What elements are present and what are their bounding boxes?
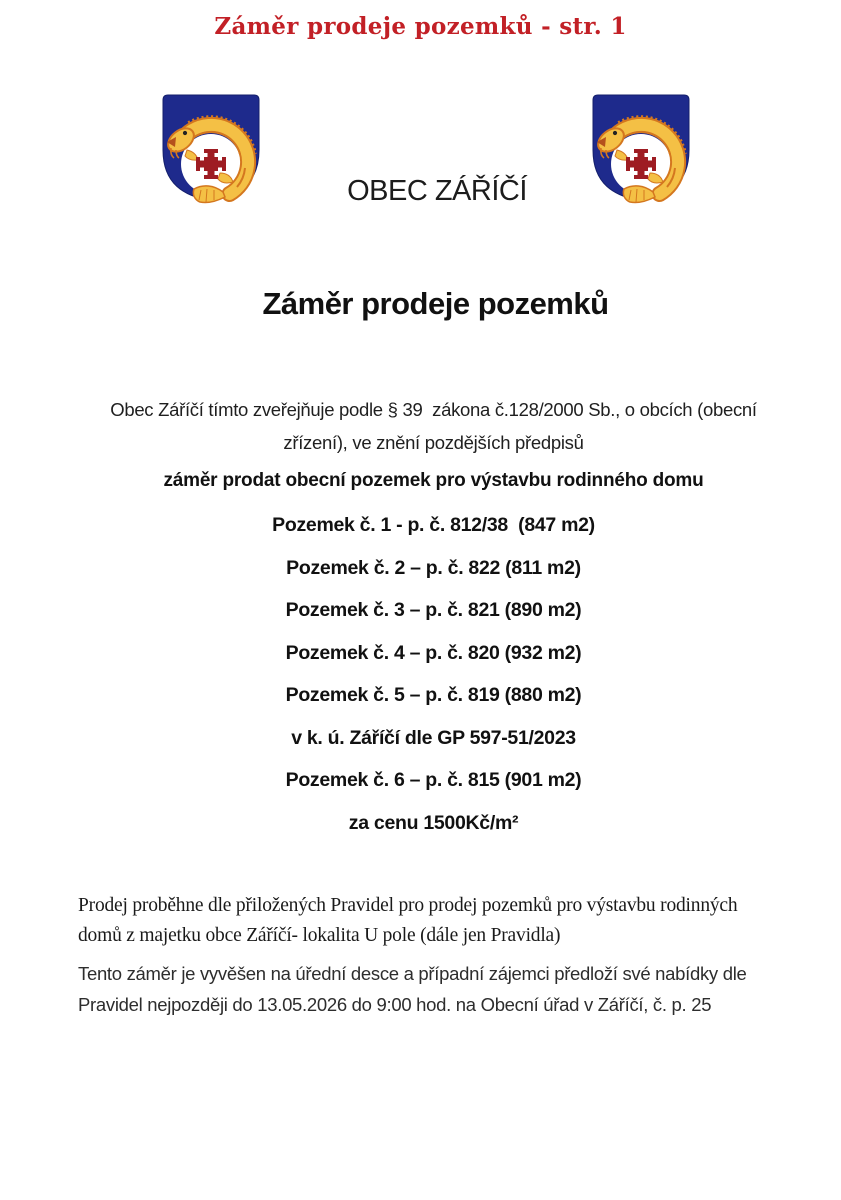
sale-rules-paragraph <box>78 891 737 951</box>
page-banner-title: Záměr prodeje pozemků - str. 1 <box>214 13 627 40</box>
plot-item-5: Pozemek č. 5 – p. č. 819 (880 m2) <box>285 684 582 706</box>
intro-paragraph <box>0 393 841 459</box>
document-title: Záměr prodeje pozemků <box>262 286 609 321</box>
plot-item-2: Pozemek č. 2 – p. č. 822 (811 m2) <box>286 556 581 579</box>
plot-item-6: Pozemek č. 6 – p. č. 815 (901 m2) <box>285 769 582 791</box>
municipality-name: OBEC ZÁŘÍČÍ <box>347 175 527 207</box>
sale-rules-line-1: Prodej proběhne dle přiložených Pravidel pro prodej pozemků pro výstavbu rodinných <box>78 895 738 916</box>
sale-rules-line-2: domů z majetku obce Záříčí- lokalita U pole (dále jen Pravidla) <box>78 925 561 946</box>
price-note: za cenu 1500Kč/m² <box>348 811 519 834</box>
intent-statement: záměr prodat obecní pozemek pro výstavbu rodinného domu <box>163 470 704 491</box>
plot-item-1: Pozemek č. 1 - p. č. 812/38 (847 m2) <box>272 514 595 536</box>
posting-notice-paragraph <box>78 958 747 1020</box>
plot-item-4: Pozemek č. 4 – p. č. 820 (932 m2) <box>285 641 582 664</box>
plot-offer-list <box>0 504 841 844</box>
cadastre-note: v k. ú. Záříčí dle GP 597-51/2023 <box>291 726 576 749</box>
intro-line-1: Obec Záříčí tímto zveřejňuje podle § 39 zákona č.128/2000 Sb., o obcích (obecní <box>110 399 757 420</box>
intro-line-2: zřízení), ve znění pozdějších předpisů <box>283 432 584 453</box>
posting-notice-line-2: Pravidel nejpozději do 13.05.2026 do 9:00 hod. na Obecní úřad v Záříčí, č. p. 25 <box>78 994 712 1015</box>
plot-item-3: Pozemek č. 3 – p. č. 821 (890 m2) <box>285 599 582 621</box>
posting-notice-line-1: Tento záměr je vyvěšen na úřední desce a případní zájemci předloží své nabídky dle <box>78 963 747 984</box>
